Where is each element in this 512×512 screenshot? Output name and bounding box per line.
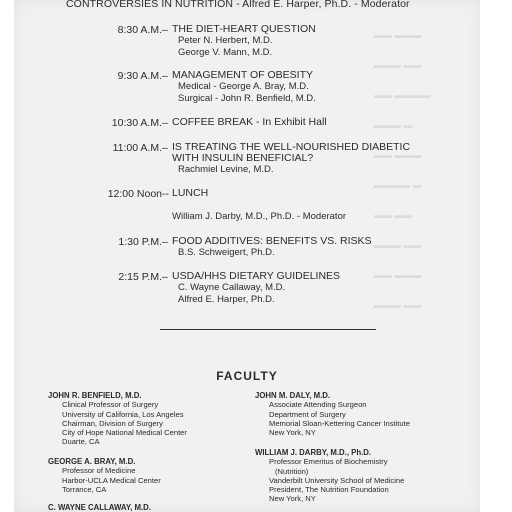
divider-rule	[160, 329, 376, 330]
schedule-dash: –	[162, 24, 168, 36]
faculty-entry	[48, 391, 187, 447]
schedule-title: LUNCH	[172, 187, 209, 199]
faculty-name: JOHN R. BENFIELD, M.D.	[48, 391, 142, 400]
schedule-title: IS TREATING THE WELL-NOURISHED DIABETIC	[172, 141, 411, 153]
faculty-line: Duarte, CA	[62, 437, 100, 447]
faculty-name: C. WAYNE CALLAWAY, M.D.	[48, 503, 151, 512]
faculty-line: Associate Attending Surgeon	[269, 400, 367, 410]
schedule-title: THE DIET-HEART QUESTION	[172, 23, 316, 35]
speaker: Medical - George A. Bray, M.D.	[178, 81, 309, 92]
faculty-line: University of California, Los Angeles	[62, 409, 184, 419]
faculty-heading: FACULTY	[216, 369, 278, 383]
schedule-time: 2:15 P.M.	[118, 271, 162, 283]
schedule-dash: --	[162, 188, 169, 200]
faculty-entry	[48, 457, 161, 494]
faculty-line: President, The Nutrition Foundation	[269, 485, 389, 495]
schedule-time: 12:00 Noon	[107, 188, 162, 200]
program-page	[14, 0, 480, 512]
faculty-line: City of Hope National Medical Center	[62, 428, 187, 438]
schedule-title: COFFEE BREAK - In Exhibit Hall	[172, 116, 327, 128]
schedule-time: 1:30 P.M.	[118, 236, 162, 248]
bleed-through-text: ▬▬ ▬▬▬ ▬▬▬ ▬▬ ▬▬ ▬▬▬▬ ▬▬▬ ▬ ▬▬ ▬▬▬ ▬▬▬▬ ▬ ▬▬ ▬▬ ▬▬▬ ▬▬ ▬▬ ▬▬▬ ▬▬▬ ▬▬	[374, 30, 431, 310]
schedule-dash: –	[162, 117, 168, 129]
faculty-line: Professor Emeritus of Biochemistry	[269, 457, 388, 467]
speaker: Peter N. Herbert, M.D.	[178, 35, 273, 46]
faculty-name: JOHN M. DALY, M.D.	[255, 391, 331, 400]
schedule-title-cont: WITH INSULIN BENEFICIAL?	[172, 152, 314, 164]
speaker: C. Wayne Callaway, M.D.	[178, 282, 286, 293]
session-header: CONTROVERSIES IN NUTRITION - Alfred E. Harper, Ph.D. - Moderator	[66, 0, 410, 10]
schedule-dash: –	[162, 271, 168, 283]
faculty-line: Torrance, CA	[62, 484, 107, 494]
speaker: George V. Mann, M.D.	[178, 46, 273, 58]
faculty-name: GEORGE A. BRAY, M.D.	[48, 457, 136, 466]
faculty-entry	[255, 391, 410, 437]
schedule-dash: –	[162, 142, 168, 154]
faculty-line: Chairman, Division of Surgery	[62, 418, 163, 428]
speaker: Rachmiel Levine, M.D.	[178, 164, 274, 175]
schedule-time: 8:30 A.M.	[117, 24, 162, 36]
faculty-line: Professor of Medicine	[62, 466, 136, 476]
moderator: William J. Darby, M.D., Ph.D. - Moderator	[172, 211, 347, 222]
speaker: Surgical - John R. Benfield, M.D.	[178, 92, 316, 104]
faculty-entry	[255, 448, 404, 504]
schedule-title: USDA/HHS DIETARY GUIDELINES	[172, 270, 341, 282]
schedule-dash: –	[162, 70, 168, 82]
speaker: B.S. Schweigert, Ph.D.	[178, 247, 275, 258]
schedule-title: FOOD ADDITIVES: BENEFITS VS. RISKS	[172, 235, 372, 247]
faculty-line: Memorial Sloan-Kettering Cancer Institute	[269, 418, 410, 428]
schedule-dash: –	[162, 236, 168, 248]
schedule-time: 11:00 A.M.	[112, 142, 162, 154]
faculty-entry	[48, 503, 151, 512]
faculty-line: Department of Surgery	[269, 409, 346, 419]
faculty-line: Vanderbilt University School of Medicine	[269, 475, 405, 485]
faculty-line: New York, NY	[269, 428, 316, 438]
faculty-line: Clinical Professor of Surgery	[62, 400, 159, 410]
faculty-name: WILLIAM J. DARBY, M.D., Ph.D.	[255, 448, 372, 457]
schedule-title: MANAGEMENT OF OBESITY	[172, 69, 313, 81]
faculty-line: New York, NY	[269, 494, 316, 504]
schedule-time: 9:30 A.M.	[117, 70, 162, 82]
speaker: Alfred E. Harper, Ph.D.	[178, 293, 275, 305]
schedule-time: 10:30 A.M.	[111, 117, 162, 129]
faculty-line: (Nutrition)	[275, 466, 309, 476]
faculty-line: Harbor-UCLA Medical Center	[62, 475, 161, 485]
